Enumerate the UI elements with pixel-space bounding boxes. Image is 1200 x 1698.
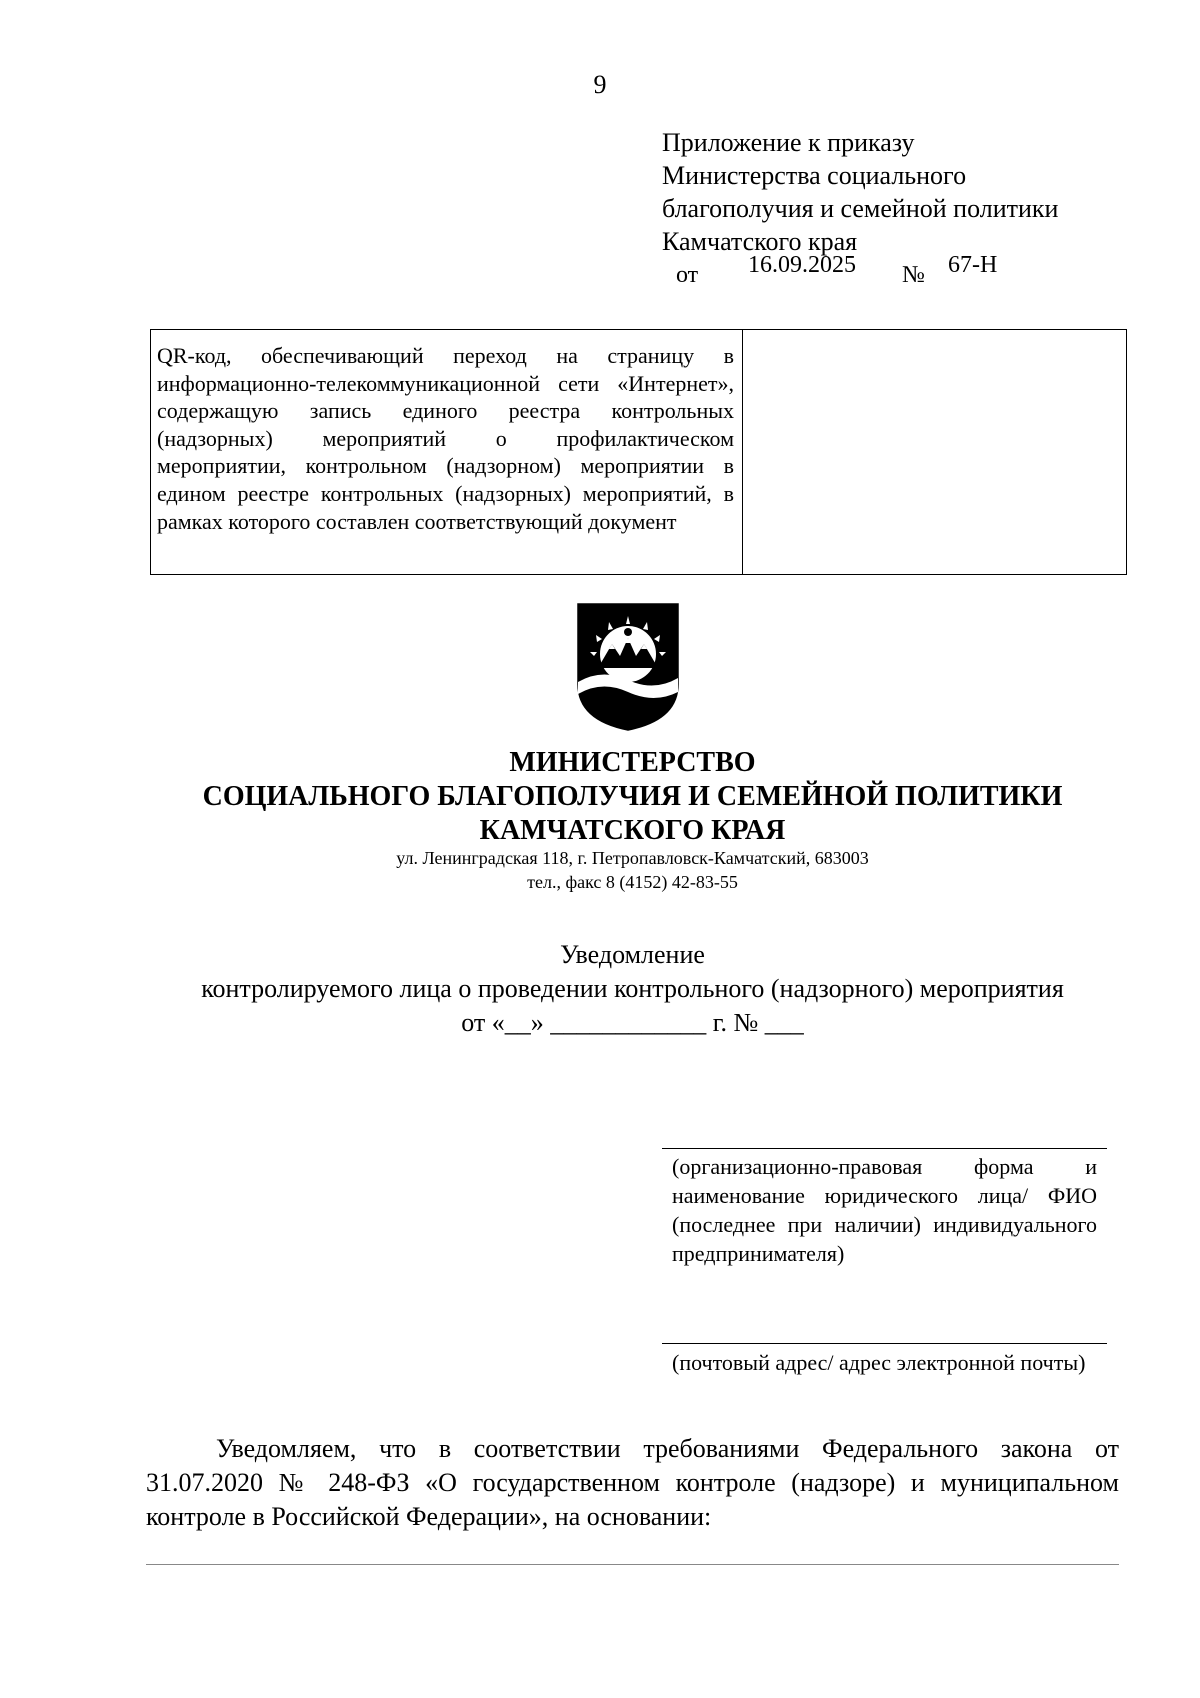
appendix-line: благополучия и семейной политики bbox=[662, 194, 1059, 223]
coat-of-arms-graphic bbox=[576, 602, 680, 732]
body-paragraph: Уведомляем, что в соответствии требованиями Федерального закона от 31.07.2020 № 248-ФЗ «О государственном контроле (надзоре) и муниципальном контроле в Российской Федерации», на основании: bbox=[146, 1434, 1119, 1531]
ministry-title-line: МИНИСТЕРСТВО bbox=[509, 747, 756, 778]
recipient-name-caption: (организационно-правовая форма и наименование юридического лица/ ФИО (последнее при наличии) индивидуального предпринимателя) bbox=[672, 1154, 1097, 1266]
kamchatka-coat-of-arms-icon bbox=[576, 602, 680, 732]
appendix-line: Министерства социального bbox=[662, 161, 967, 190]
notice-heading bbox=[0, 938, 1200, 1040]
qr-code-cell bbox=[743, 330, 1126, 574]
order-number: 67-Н bbox=[948, 252, 998, 278]
order-from-label: от bbox=[676, 262, 699, 288]
ministry-address: ул. Ленинградская 118, г. Петропавловск-Камчатский, 683003 bbox=[396, 848, 869, 868]
recipient-name-line bbox=[662, 1148, 1107, 1149]
ministry-contacts bbox=[0, 846, 1200, 894]
qr-code-table bbox=[150, 329, 1127, 575]
notice-subtitle: контролируемого лица о проведении контрольного (надзорного) мероприятия bbox=[201, 974, 1064, 1003]
recipient-address-line bbox=[662, 1343, 1107, 1344]
notice-title: Уведомление bbox=[560, 940, 705, 969]
ministry-title-line: КАМЧАТСКОГО КРАЯ bbox=[479, 815, 786, 846]
order-number-sign: № bbox=[902, 262, 925, 288]
appendix-line: Приложение к приказу bbox=[662, 128, 915, 157]
ministry-title bbox=[0, 746, 1200, 848]
appendix-header bbox=[662, 126, 1058, 258]
recipient-address-caption: (почтовый адрес/ адрес электронной почты) bbox=[672, 1350, 1086, 1375]
ministry-phone: тел., факс 8 (4152) 42-83-55 bbox=[527, 872, 738, 892]
ministry-title-line: СОЦИАЛЬНОГО БЛАГОПОЛУЧИЯ И СЕМЕЙНОЙ ПОЛИТИКИ bbox=[202, 781, 1063, 812]
appendix-line: Камчатского края bbox=[662, 227, 858, 256]
qr-code-description: QR-код, обеспечивающий переход на страницу в информационно-телекоммуникационной сети «Интернет», содержащую запись единого реестра контрольных (надзорных) мероприятий о профилактическом мероприятии, контрольном (надзорном) мероприятии в едином реестре контрольных (надзорных) мероприятий, в рамках которого составлен соответствующий документ bbox=[151, 330, 743, 574]
order-date: 16.09.2025 bbox=[748, 252, 856, 278]
page-divider bbox=[146, 1564, 1119, 1565]
page-number: 9 bbox=[593, 70, 607, 99]
notice-date-line: от «__» ____________ г. № ___ bbox=[461, 1008, 804, 1037]
